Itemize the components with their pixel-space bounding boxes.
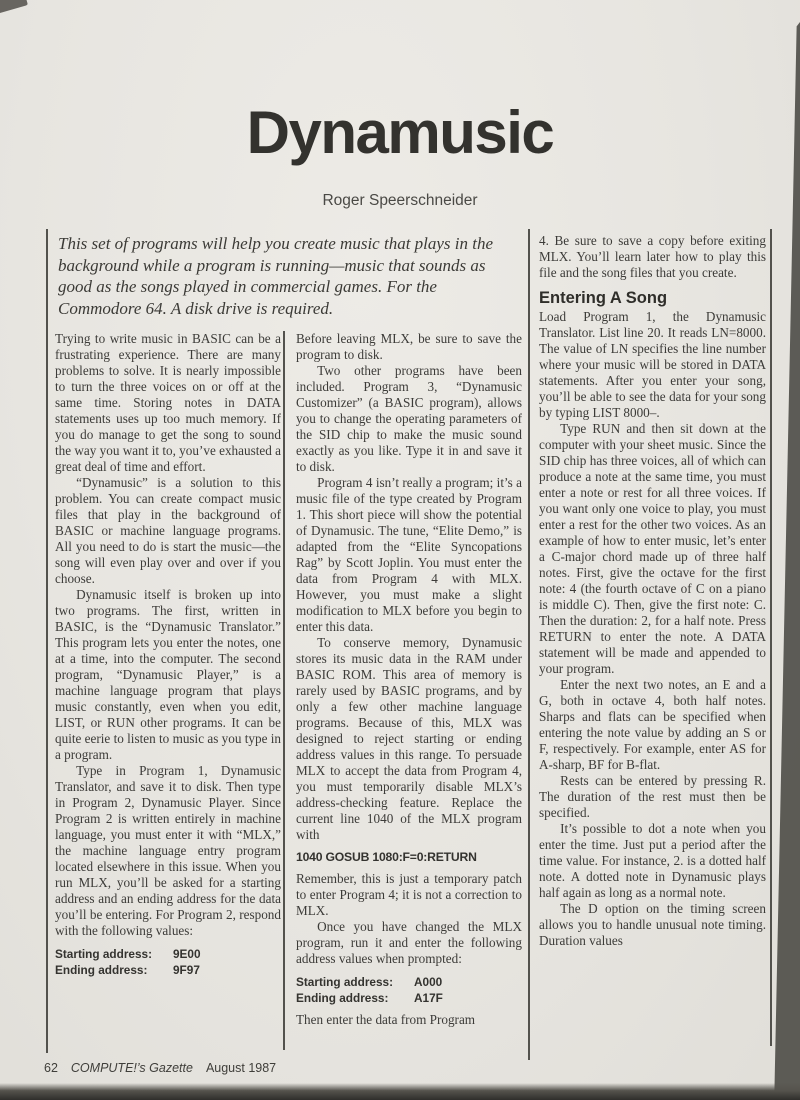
paragraph: Type in Program 1, Dynamusic Translator, and save it to disk. Then type in Program 2, Dynamusic Player. Since Program 2 is written entirely in machine language, you must enter it with “MLX,” the machine language entry program located elsewhere in this issue. When you run MLX, you’ll be asked for a starting address and an ending address for the data you’ll be entering. For Program 2, respond with the following values: [55,763,281,938]
lead-paragraph: This set of programs will help you create music that plays in the background while a program is running—music that sounds as good as the songs played in commercial games. For the Commodore 64. A disk drive is required. [58,234,494,318]
left-rule [46,229,48,1053]
paragraph: Two other programs have been included. Program 3, “Dynamusic Customizer” (a BASIC program), allows you to change the operating parameters of the SID chip to make the music sound exactly as you like. Type it in and save it to disk. [296,363,522,474]
magazine-name: COMPUTE!’s Gazette [70,1061,193,1075]
issue-date: August 1987 [205,1061,277,1075]
paragraph: Then enter the data from Program [296,1012,476,1027]
paragraph: Enter the next two notes, an E and a G, both in octave 4, both half notes. Sharps and flats can be specified when entering the note value by adding an S or F, respectively. For example, enter AS for A-sharp, BF for B-flat. [539,677,766,772]
paragraph: Program 4 isn’t really a program; it’s a music file of the type created by Program 1. This short piece will show the potential of Dynamusic. The tune, “Elite Demo,” is adapted from the “Elite Syncopations Rag” by Scott Joplin. You must enter the data from Program 4 with MLX. However, you must make a slight modification to MLX before you begin to enter this data. [296,475,522,634]
column-3 [539,233,766,1078]
scan-corner-mark [0,0,28,14]
scan-bottom-edge [0,1083,800,1100]
address-row [55,962,281,978]
page-number: 62 [44,1061,58,1075]
section-heading: Entering A Song [539,289,668,307]
paragraph: Remember, this is just a temporary patch to enter Program 4; it is not a correction to MLX. [296,871,522,918]
right-rule [770,229,772,1046]
address-row [296,974,522,990]
address-label: Starting address: [296,975,394,989]
column-2 [296,331,522,1078]
page-footer [44,1061,276,1075]
address-values-block [55,946,281,978]
paragraph: To conserve memory, Dynamusic stores its music data in the RAM under BASIC ROM. This area of memory is rarely used by BASIC programs, and by only a few other machine language programs. Because of this, MLX was designed to reject starting or ending address values in this range. To persuade MLX to accept the data from Program 4, you must temporarily disable MLX’s address-checking feature. Replace the current line 1040 of the MLX program with [296,635,522,842]
paragraph: Load Program 1, the Dynamusic Translator. List line 20. It reads LN=8000. The value of LN specifies the line number where your music will be stored in DATA statements. After you enter your song, you’ll be able to see the data for your song by typing LIST 8000–. [539,309,766,420]
article-title: Dynamusic [246,99,554,166]
paragraph: Type RUN and then sit down at the computer with your sheet music. Since the SID chip has three voices, all of which can produce a note at the same time, you must enter a note or rest for all three voices. If you want only one voice to play, you must enter a rest for the other two voices. As an example of how to enter music, let’s enter a C-major chord made up of three half notes. First, give the octave for the first note: 4 (the fourth octave of C on a piano is middle C). Then, give the first note: C. Then the duration: 2, for a half note. Press RETURN to enter the note. A DATA statement will be made and appended to your program. [539,421,766,676]
column-1 [55,331,281,1058]
address-value: A17F [414,991,443,1005]
address-label: Ending address: [296,991,389,1005]
paragraph: Trying to write music in BASIC can be a frustrating experience. There are many problems to solve. It is nearly impossible to turn the three voices on or off at the same time. Storing notes in DATA statements uses up too much memory. If you do manage to get the song to sound the way you want it to, you’ve exhausted a great deal of time and effort. [55,331,281,474]
address-value: 9F97 [173,963,200,977]
address-value: 9E00 [173,947,201,961]
column-divider-1-2 [283,331,285,1050]
address-label: Starting address: [55,947,153,961]
paragraph: “Dynamusic” is a solution to this problem. You can create compact music files that play in the background of BASIC or machine language programs. All you need to do is start the music—the song will even play over and over if you choose. [55,475,281,586]
paragraph: It’s possible to dot a note when you enter the time. Just put a period after the time value. For instance, 2. is a dotted half note. A dotted note in Dynamusic plays half again as long as a normal note. [539,821,766,900]
address-row [55,946,281,962]
paragraph: Dynamusic itself is broken up into two programs. The first, written in BASIC, is the “Dynamusic Translator.” This program lets you enter the notes, one at a time, into the computer. The second program, “Dynamusic Player,” is a machine language program that plays music constantly, even when you edit, LIST, or RUN other programs. It can be quite eerie to listen to music as you type in a program. [55,587,281,762]
basic-code-line: 1040 GOSUB 1080:F=0:RETURN [296,850,477,864]
address-row [296,990,522,1006]
paragraph: Rests can be entered by pressing R. The duration of the rest must then be specified. [539,773,766,820]
column-divider-2-3 [528,229,530,1060]
paragraph: 4. Be sure to save a copy before exiting MLX. You’ll learn later how to play this file and the song files that you create. [539,233,766,280]
paragraph: The D option on the timing screen allows you to handle unusual note timing. Duration values [539,901,766,948]
article-byline: Roger Speerschneider [322,192,478,209]
address-value: A000 [414,975,443,989]
paragraph: Before leaving MLX, be sure to save the program to disk. [296,331,522,362]
address-label: Ending address: [55,963,148,977]
paragraph: Once you have changed the MLX program, run it and enter the following address values when prompted: [296,919,522,966]
address-values-block [296,974,522,1006]
